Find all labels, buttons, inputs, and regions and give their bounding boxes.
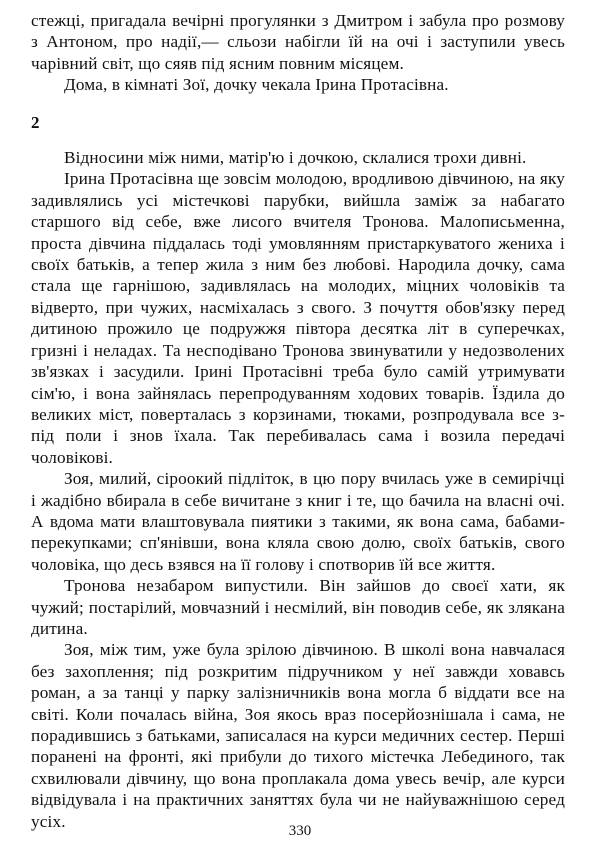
chapter-number: 2 — [31, 112, 40, 132]
page-number: 330 — [288, 823, 312, 839]
paragraph-zoya-grown: Зоя, між тим, уже була зрілою дівчиною. В школі вона навчалася без захоплення; під розкритим підручником у неї завжди ховавсь роман, а за танці у парку залізничників вона могла б віддати все на світі. Коли почалась війна, Зоя якось враз посерйознішала і сама, не порадившись з батьками, записалася на курси медичних сестер. Перші поранені на фронті, які прибули до тихого містечка Лебединого, так схвилювали дівчину, що вона проплакала дома увесь вечір, але курси відвідувала і на практичних заняттях була чи не найуважнішою серед усіх. — [31, 640, 565, 831]
paragraph-tronov-released: Тронова незабаром випустили. Він зайшов до своєї хати, як чужий; постарілий, мовчазний і несмілий, він поводив себе, як злякана дитина. — [31, 576, 565, 638]
paragraph-iryna: Ірина Протасівна ще зовсім молодою, вродливою дівчиною, на яку задивлялись усі містечкові парубки, вийшла заміж за набагато старшого від себе, вже лисого вчителя Тронова. Малописьменна, проста дівчина піддалась тоді умовлянням пристаркуватого жениха і своїх батьків, а тепер жила з ним без любові. Народила дочку, сама стала ще гарнішою, задивлялась на молодих, міцних чоловіків та відверто, при чужих, насміхалась з свого. З почуття обов'язку перед дитиною прожило це подружжя півтора десятка літ в суперечках, гризні і неладах. Та несподівано Тронова звинуватили у недозволених зв'язках і засудили. Ірині Протасівні треба було самій утримувати сім'ю, і вона зайнялась перепродуванням ходових товарів. Їздила до великих міст, поверталась з корзинами, тюками, розпродувала все з-під поли і знов їхала. Так перебивалась сама і возила передачі чоловікові. — [31, 169, 565, 467]
paragraph-home: Дома, в кімнаті Зої, дочку чекала Ірина Протасівна. — [64, 75, 449, 95]
paragraph-relations: Відносини між ними, матір'ю і дочкою, склалися трохи дивні. — [64, 148, 527, 168]
continuation-paragraph: стежці, пригадала вечірні прогулянки з Дмитром і забула про розмову з Антоном, про надії,— сльози набігли їй на очі і заступили увесь чарівний світ, що сяяв під ясним повним місяцем. — [31, 11, 565, 73]
book-page — [31, 10, 565, 832]
paragraph-zoya-teen: Зоя, милий, сіроокий підліток, в цю пору вчилась уже в семирічці і жадібно вбирала в себе вичитане з книг і те, що бачила на власні очі. А вдома мати влаштовувала пиятики з такими, як вона сама, бабами-перекупками; сп'янівши, вона кляла свою долю, своїх батьків, свого чоловіка, що десь взявся на її голову і спотворив їй все життя. — [31, 469, 565, 574]
